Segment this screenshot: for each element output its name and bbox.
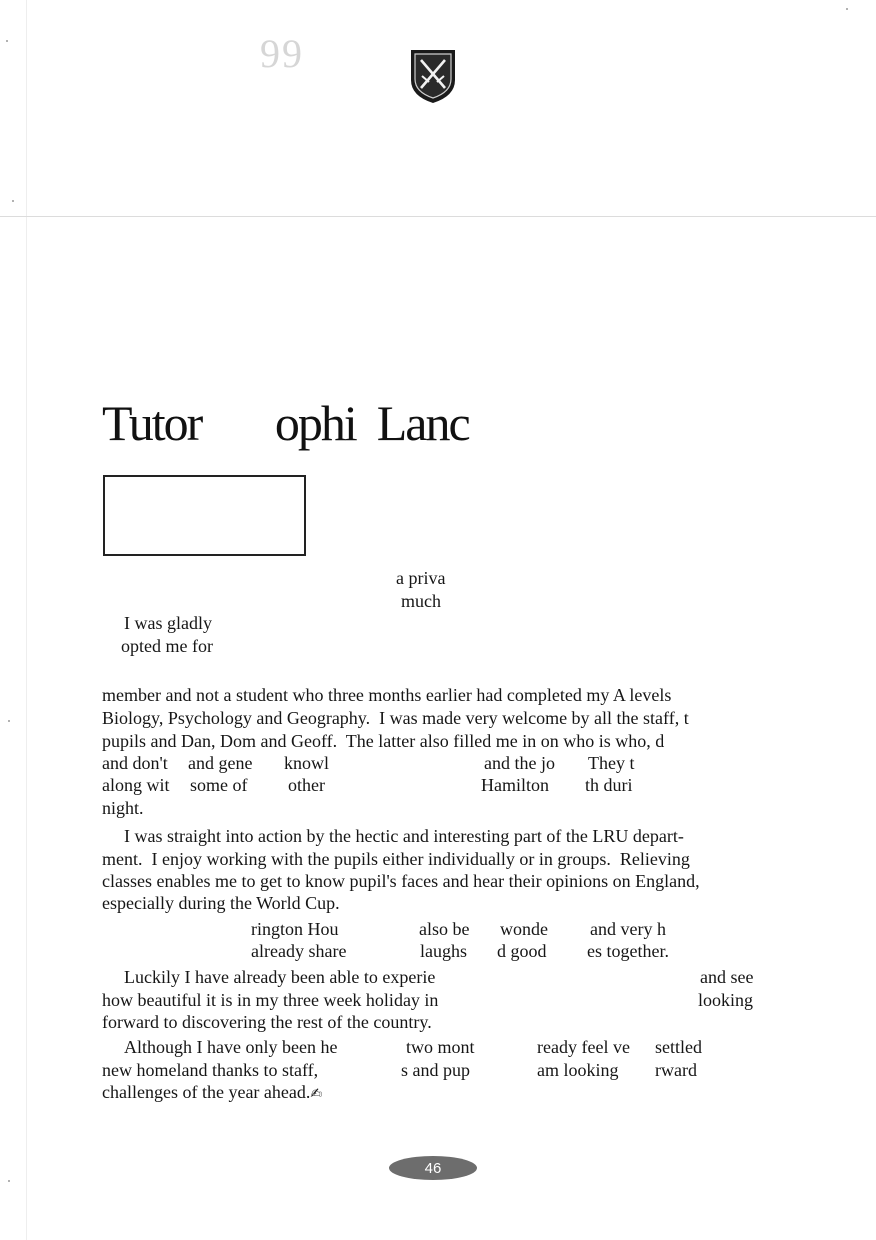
text-line: ment. I enjoy working with the pupils either individually or in groups. Relieving xyxy=(102,849,690,869)
text-fragment: knowl xyxy=(284,753,329,773)
text-fragment: es together. xyxy=(587,941,669,961)
text-fragment: and gene xyxy=(188,753,253,773)
text-line: a priva xyxy=(396,568,446,588)
text-fragment: looking xyxy=(698,990,754,1010)
text-fragment: how beautiful it is in my three week holiday in xyxy=(102,990,439,1010)
text-fragment: two mont xyxy=(406,1037,475,1057)
text-fragment: ready feel ve xyxy=(537,1037,630,1057)
photo-placeholder-frame xyxy=(103,475,306,556)
article-title: Tutor ophi Lanc xyxy=(102,395,469,451)
text-fragment: some of xyxy=(190,775,248,795)
crossed-swords-shield-icon xyxy=(408,46,458,106)
text-fragment: am looking xyxy=(537,1060,619,1080)
text-fragment: rington Hou xyxy=(251,919,339,939)
scan-speck xyxy=(8,720,10,722)
text-fragment: and very h xyxy=(590,919,666,939)
text-line: much xyxy=(401,591,441,611)
text-fragment: and see xyxy=(700,967,754,987)
text-line: member and not a student who three months earlier had completed my A levels xyxy=(102,685,672,705)
text-line: I was straight into action by the hectic and interesting part of the LRU depart- xyxy=(124,826,684,846)
scan-speck xyxy=(8,1180,10,1182)
text-fragment: other xyxy=(288,775,325,795)
text-fragment: d good xyxy=(497,941,547,961)
text-line: classes enables me to get to know pupil's faces and hear their opinions on England, xyxy=(102,871,700,891)
text-fragment: new homeland thanks to staff, xyxy=(102,1060,319,1080)
text-fragment: Hamilton xyxy=(481,775,549,795)
text-fragment: along wit xyxy=(102,775,170,795)
scan-speck xyxy=(12,200,14,202)
text-fragment: wonde xyxy=(500,919,548,939)
scan-speck xyxy=(6,40,8,42)
text-fragment: and don't xyxy=(102,753,168,773)
page-number-badge xyxy=(389,1156,477,1180)
scan-fold-line xyxy=(0,216,876,217)
text-line: night. xyxy=(102,798,144,818)
text-line: Biology, Psychology and Geography. I was made very welcome by all the staff, t xyxy=(102,708,689,728)
pen-writing-icon: ✍ xyxy=(310,1086,323,1102)
text-fragment: already share xyxy=(251,941,347,961)
text-line: pupils and Dan, Dom and Geoff. The latter also filled me in on who is who, d xyxy=(102,731,665,751)
text-line: opted me for xyxy=(121,636,213,656)
text-fragment: Although I have only been he xyxy=(124,1037,338,1057)
text-fragment: They t xyxy=(588,753,635,773)
text-line: especially during the World Cup. xyxy=(102,893,340,913)
text-fragment: Luckily I have already been able to experie xyxy=(124,967,436,987)
show-through-mark: 99 xyxy=(260,31,304,76)
text-fragment: and the jo xyxy=(484,753,555,773)
text-fragment: th duri xyxy=(585,775,633,795)
text-fragment: s and pup xyxy=(401,1060,470,1080)
text-fragment: laughs xyxy=(420,941,467,961)
scan-speck xyxy=(846,8,848,10)
page-number: 46 xyxy=(424,1159,442,1177)
page-edge xyxy=(26,0,27,1240)
text-line: forward to discovering the rest of the country. xyxy=(102,1012,432,1032)
text-line: I was gladly xyxy=(124,613,212,633)
text-fragment: settled xyxy=(655,1037,702,1057)
text-fragment: also be xyxy=(419,919,470,939)
text-fragment: rward xyxy=(655,1060,697,1080)
text-line: challenges of the year ahead.✍ xyxy=(102,1082,323,1102)
